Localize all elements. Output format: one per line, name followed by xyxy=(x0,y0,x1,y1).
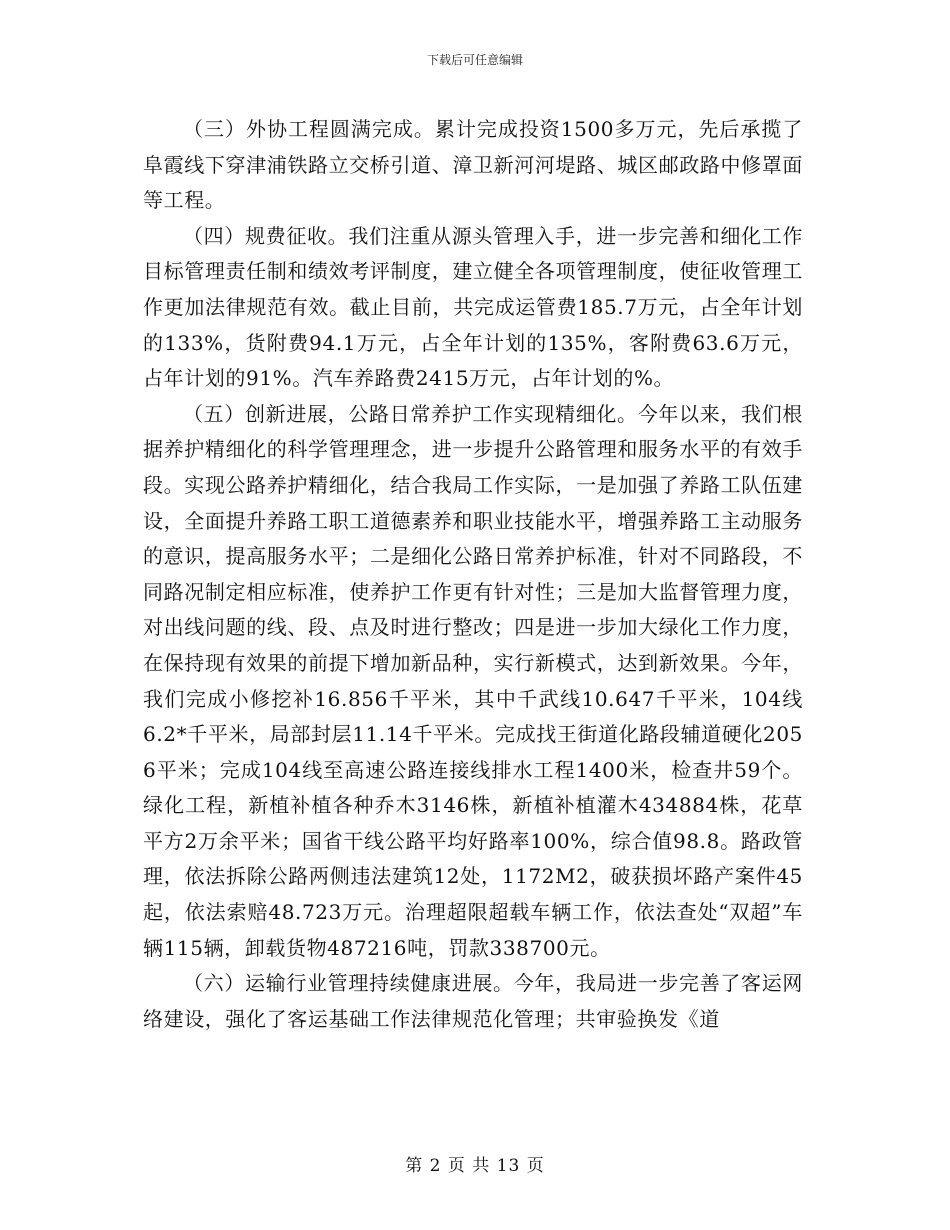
page-header: 下载后可任意编辑 xyxy=(426,53,523,67)
page-footer xyxy=(0,1155,950,1177)
paragraph-external-projects: （三）外协工程圆满完成。累计完成投资1500多万元，先后承揽了阜霞线下穿津浦铁路立交桥引道、漳卫新河河堤路、城区邮政路中修罩面等工程。 xyxy=(143,117,803,213)
total-pages: 13 xyxy=(496,1156,521,1176)
footer-middle: 页 共 xyxy=(447,1156,491,1176)
current-page-number: 2 xyxy=(429,1156,442,1176)
footer-suffix: 页 xyxy=(526,1156,545,1176)
footer-prefix: 第 xyxy=(405,1156,424,1176)
paragraph-road-maintenance: （五）创新进展，公路日常养护工作实现精细化。今年以来，我们根据养护精细化的科学管理理念，进一步提升公路管理和服务水平的有效手段。实现公路养护精细化，结合我局工作实际，一是加强了养路工队伍建设，全面提升养路工职工道德素养和职业技能水平，增强养路工主动服务的意识，提高服务水平；二是细化公路日常养护标准，针对不同路段，不同路况制定相应标准，使养护工作更有针对性；三是加大监督管理力度，对出线问题的线、段、点及时进行整改；四是进一步加大绿化工作力度，在保持现有效果的前提下增加新品种，实行新模式，达到新效果。今年，我们完成小修挖补16.856千平米，其中千武线10.647千平米，104线6.2*千平米，局部封层11.14千平米。完成找王街道化路段辅道硬化2056平米；完成104线至高速公路连接线排水工程1400米，检查井59个。绿化工程，新植补植各种乔木3146株，新植补植灌木434884株，花草平方2万余平米；国省干线公路平均好路率100%，综合值98.8。路政管理，依法拆除公路两侧违法建筑12处，1172M2，破获损坏路产案件45起，依法索赔48.723万元。治理超限超载车辆工作，依法查处“双超”车辆115辆，卸载货物487216吨，罚款338700元。 xyxy=(143,401,803,960)
document-body xyxy=(143,112,803,1037)
paragraph-transport-management: （六）运输行业管理持续健康进展。今年，我局进一步完善了客运网络建设，强化了客运基础工作法律规范化管理；共审验换发《道 xyxy=(143,971,803,1031)
paragraph-fee-collection: （四）规费征收。我们注重从源头管理入手，进一步完善和细化工作目标管理责任制和绩效考评制度，建立健全各项管理制度，使征收管理工作更加法律规范有效。截止目前，共完成运管费185.7万元，占全年计划的133%，货附费94.1万元，占全年计划的135%，客附费63.6万元，占年计划的91%。汽车养路费2415万元，占年计划的%。 xyxy=(143,223,803,391)
